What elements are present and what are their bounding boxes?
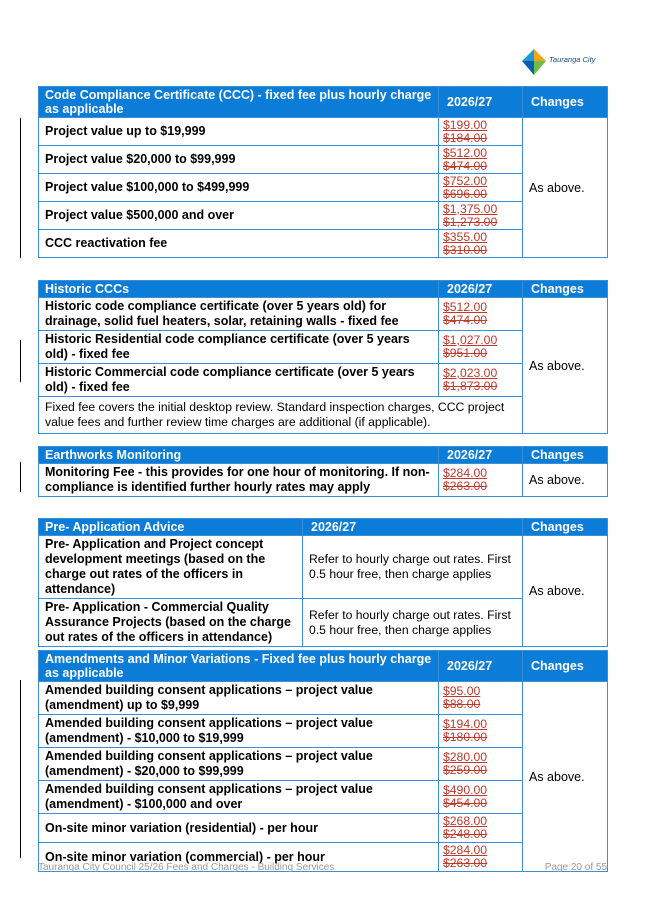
table-row [39, 715, 608, 748]
page-number: Page 20 of 55 [544, 862, 607, 873]
old-price: $1,273.00 [443, 214, 498, 229]
fee-label: Amended building consent applications – project value (amendment) - $100,000 and over [39, 781, 439, 814]
new-price: $512.00 [443, 145, 488, 160]
fee-price [439, 202, 523, 230]
fee-value: Refer to hourly charge out rates. First 0.5 hour free, then charge applies [303, 599, 523, 647]
table-row [39, 331, 608, 364]
changes-heading: Changes [523, 281, 608, 298]
table-row [39, 464, 608, 497]
old-price: $696.00 [443, 186, 488, 201]
fee-price [439, 682, 523, 715]
new-price: $284.00 [443, 466, 488, 480]
old-price: $951.00 [443, 346, 488, 360]
year-heading: 2026/27 [303, 519, 523, 536]
changes-cell: As above. [523, 464, 608, 497]
old-price: $248.00 [443, 827, 488, 841]
table-row [39, 230, 608, 258]
council-logo [521, 48, 611, 78]
fee-price [439, 464, 523, 497]
table-row [39, 748, 608, 781]
change-bar [20, 680, 21, 858]
table-heading: Pre- Application Advice [39, 519, 303, 536]
table-row [39, 174, 608, 202]
fee-label: Amended building consent applications – project value (amendment) - $10,000 to $19,999 [39, 715, 439, 748]
old-price: $474.00 [443, 158, 488, 173]
old-price: $263.00 [443, 479, 488, 493]
new-price: $1,027.00 [443, 333, 498, 347]
fee-label: Historic code compliance certificate (over 5 years old) for drainage, solid fuel heaters, solar, retaining walls - fixed fee [39, 298, 439, 331]
new-price: $280.00 [443, 750, 488, 764]
table-row [39, 118, 608, 146]
year-heading: 2026/27 [439, 87, 523, 118]
fee-note: Fixed fee covers the initial desktop review. Standard inspection charges, CCC project value fees and further review time charges are additional (if applicable). [39, 397, 523, 434]
table-row [39, 202, 608, 230]
new-price: $284.00 [443, 843, 488, 857]
fee-label: Historic Residential code compliance certificate (over 5 years old) - fixed fee [39, 331, 439, 364]
change-bar [20, 118, 21, 258]
table-heading: Code Compliance Certificate (CCC) - fixed fee plus hourly charge as applicable [39, 87, 439, 118]
changes-heading: Changes [523, 651, 608, 682]
fee-price [439, 715, 523, 748]
new-price: $194.00 [443, 717, 488, 731]
changes-heading: Changes [523, 519, 608, 536]
fee-label: On-site minor variation (commercial) - per hour [39, 843, 439, 872]
earthworks-table [38, 446, 608, 497]
old-price: $1,873.00 [443, 379, 498, 393]
fee-value: Refer to hourly charge out rates. First 0.5 hour free, then charge applies [303, 536, 523, 599]
footer-title: Tauranga City Council 25/26 Fees and Charges - Building Services [38, 862, 335, 873]
historic-ccc-table [38, 280, 608, 434]
old-price: $263.00 [443, 856, 488, 870]
amendments-table [38, 650, 608, 872]
table-heading: Historic CCCs [39, 281, 439, 298]
fee-label: Project value $100,000 to $499,999 [39, 174, 439, 202]
fee-label: CCC reactivation fee [39, 230, 439, 258]
new-price: $1,375.00 [443, 201, 498, 216]
fee-price [439, 781, 523, 814]
fee-label: Amended building consent applications – project value (amendment) - $20,000 to $99,999 [39, 748, 439, 781]
fee-label: Project value up to $19,999 [39, 118, 439, 146]
changes-cell: As above. [523, 682, 608, 872]
fee-price [439, 843, 523, 872]
logo-mark-icon [521, 48, 547, 76]
table-row [39, 781, 608, 814]
changes-cell: As above. [523, 118, 608, 258]
fee-price [439, 146, 523, 174]
year-heading: 2026/27 [439, 281, 523, 298]
year-heading: 2026/27 [439, 447, 523, 464]
table-row [39, 536, 608, 599]
changes-cell: As above. [523, 536, 608, 647]
fee-price [439, 118, 523, 146]
changes-heading: Changes [523, 447, 608, 464]
new-price: $512.00 [443, 300, 488, 314]
new-price: $199.00 [443, 117, 488, 132]
fee-price [439, 814, 523, 843]
fee-price [439, 174, 523, 202]
new-price: $268.00 [443, 814, 488, 828]
new-price: $752.00 [443, 173, 488, 188]
changes-cell: As above. [523, 298, 608, 434]
fee-label: On-site minor variation (residential) - per hour [39, 814, 439, 843]
old-price: $474.00 [443, 313, 488, 327]
table-row [39, 599, 608, 647]
ccc-fees-table [38, 86, 608, 258]
old-price: $184.00 [443, 130, 488, 145]
fee-price [439, 331, 523, 364]
fee-price [439, 298, 523, 331]
new-price: $490.00 [443, 783, 488, 797]
new-price: $2,023.00 [443, 366, 498, 380]
fee-label: Amended building consent applications – project value (amendment) up to $9,999 [39, 682, 439, 715]
new-price: $355.00 [443, 229, 488, 244]
fee-price [439, 748, 523, 781]
old-price: $310.00 [443, 242, 488, 257]
fee-price [439, 364, 523, 397]
old-price: $88.00 [443, 697, 481, 711]
table-row [39, 682, 608, 715]
year-heading: 2026/27 [439, 651, 523, 682]
change-bar [20, 462, 21, 492]
old-price: $259.00 [443, 763, 488, 777]
logo-text: Tauranga City [549, 55, 596, 64]
fee-label: Pre- Application and Project concept development meetings (based on the charge out rates of the officers in attendance) [39, 536, 303, 599]
table-row [39, 364, 608, 397]
fee-label: Historic Commercial code compliance certificate (over 5 years old) - fixed fee [39, 364, 439, 397]
table-row [39, 814, 608, 843]
table-heading: Amendments and Minor Variations - Fixed fee plus hourly charge as applicable [39, 651, 439, 682]
fee-label: Monitoring Fee - this provides for one hour of monitoring. If non-compliance is identified further hourly rates may apply [39, 464, 439, 497]
changes-heading: Changes [523, 87, 608, 118]
fee-label: Pre- Application - Commercial Quality Assurance Projects (based on the charge out rates of the officers in attendance) [39, 599, 303, 647]
fee-label: Project value $20,000 to $99,999 [39, 146, 439, 174]
old-price: $454.00 [443, 796, 488, 810]
new-price: $95.00 [443, 684, 481, 698]
old-price: $180.00 [443, 730, 488, 744]
change-bar [20, 340, 21, 382]
table-row [39, 397, 608, 434]
table-heading: Earthworks Monitoring [39, 447, 439, 464]
table-row [39, 146, 608, 174]
fee-label: Project value $500,000 and over [39, 202, 439, 230]
fee-price [439, 230, 523, 258]
table-row [39, 298, 608, 331]
pre-application-table [38, 518, 608, 647]
